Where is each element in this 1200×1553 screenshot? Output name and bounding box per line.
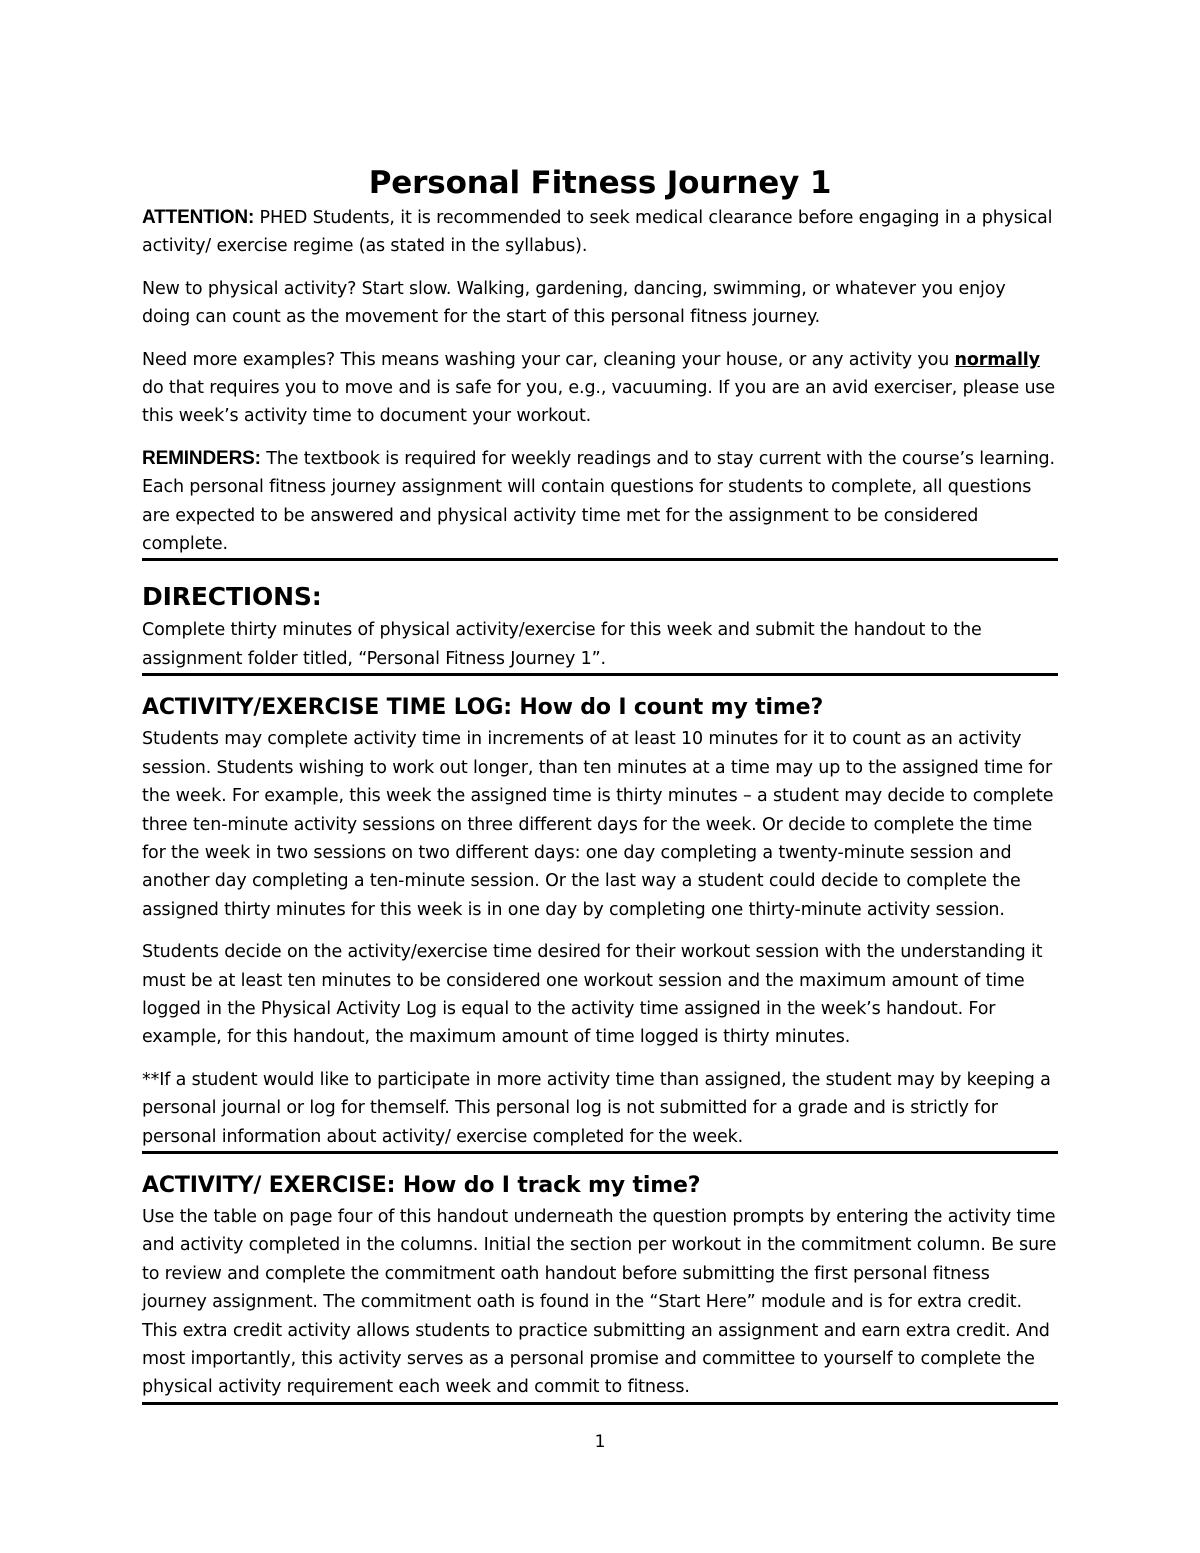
section-divider: [142, 558, 1058, 561]
track-time-paragraph: Use the table on page four of this handout underneath the question prompts by entering the activity time and activity completed in the columns. Initial the section per workout in the commitment column. Be sure to review and complete the commitment oath handout before submitting the first personal fitness journey assignment. The commitment oath is found in the “Start Here” module and is for extra credit. This extra credit activity allows students to practice submitting an assignment and earn extra credit. And most importantly, this activity serves as a personal promise and committee to yourself to complete the physical activity requirement each week and commit to fitness.: [142, 1206, 1057, 1398]
reminders-label: REMINDERS:: [142, 447, 261, 469]
time-log-paragraph-2: Students decide on the activity/exercise time desired for their workout session with the understanding it must be at least ten minutes to be considered one workout session and the maximum amount of time logged in the Physical Activity Log is equal to the activity time assigned in the week’s handout. For example, for this handout, the maximum amount of time logged is thirty minutes.: [142, 942, 1043, 1048]
section-divider: [142, 673, 1058, 676]
examples-text-before: Need more examples? This means washing your car, cleaning your house, or any activity you: [142, 349, 955, 370]
reminders-text: The textbook is required for weekly readings and to stay current with the course’s learning. Each personal fitness journey assignment will contain questions for students to complete, all questions are expected to be answered and physical activity time met for the assignment to be considered complete.: [142, 448, 1055, 555]
examples-text-after: do that requires you to move and is safe for you, e.g., vacuuming. If you are an avid exerciser, please use this week’s activity time to document your workout.: [142, 378, 1056, 427]
page-number: 1: [594, 1432, 606, 1452]
attention-paragraph: [142, 204, 1058, 261]
time-log-paragraph-1: Students may complete activity time in increments of at least 10 minutes for it to count as an activity session. Students wishing to work out longer, than ten minutes at a time may up to the assigned time for the week. For example, this week the assigned time is thirty minutes – a student may decide to complete three ten-minute activity sessions on three different days for the week. Or decide to complete the time for the week in two sessions on two different days: one day completing a twenty-minute session and another day completing a ten-minute session. Or the last way a student could decide to complete the assigned thirty minutes for this week is in one day by completing one thirty-minute activity session.: [142, 729, 1054, 920]
document-title: Personal Fitness Journey 1: [368, 165, 832, 201]
section-divider: [142, 1151, 1058, 1154]
track-time-heading: ACTIVITY/ EXERCISE: How do I track my time?: [142, 1172, 701, 1198]
document-body: [142, 162, 1058, 1405]
directions-text: Complete thirty minutes of physical activity/exercise for this week and submit the handout to the assignment folder titled, “Personal Fitness Journey 1”.: [142, 620, 982, 669]
time-log-heading: ACTIVITY/EXERCISE TIME LOG: How do I count my time?: [142, 695, 824, 721]
examples-paragraph: [142, 346, 1058, 431]
normally-emphasis: normally: [954, 349, 1040, 370]
reminders-paragraph: [142, 445, 1058, 559]
section-divider: [142, 1402, 1058, 1405]
time-log-paragraph-3: **If a student would like to participate in more activity time than assigned, the student may by keeping a personal journal or log for themself. This personal log is not submitted for a grade and is strictly for personal information about activity/ exercise completed for the week.: [142, 1069, 1051, 1147]
attention-text: PHED Students, it is recommended to seek medical clearance before engaging in a physical activity/ exercise regime (as stated in the syllabus).: [142, 208, 1053, 257]
new-to-activity-paragraph: New to physical activity? Start slow. Walking, gardening, dancing, swimming, or whatever you enjoy doing can count as the movement for the start of this personal fitness journey.: [142, 278, 1006, 328]
attention-label: ATTENTION:: [142, 207, 255, 228]
directions-heading: DIRECTIONS:: [142, 582, 322, 612]
